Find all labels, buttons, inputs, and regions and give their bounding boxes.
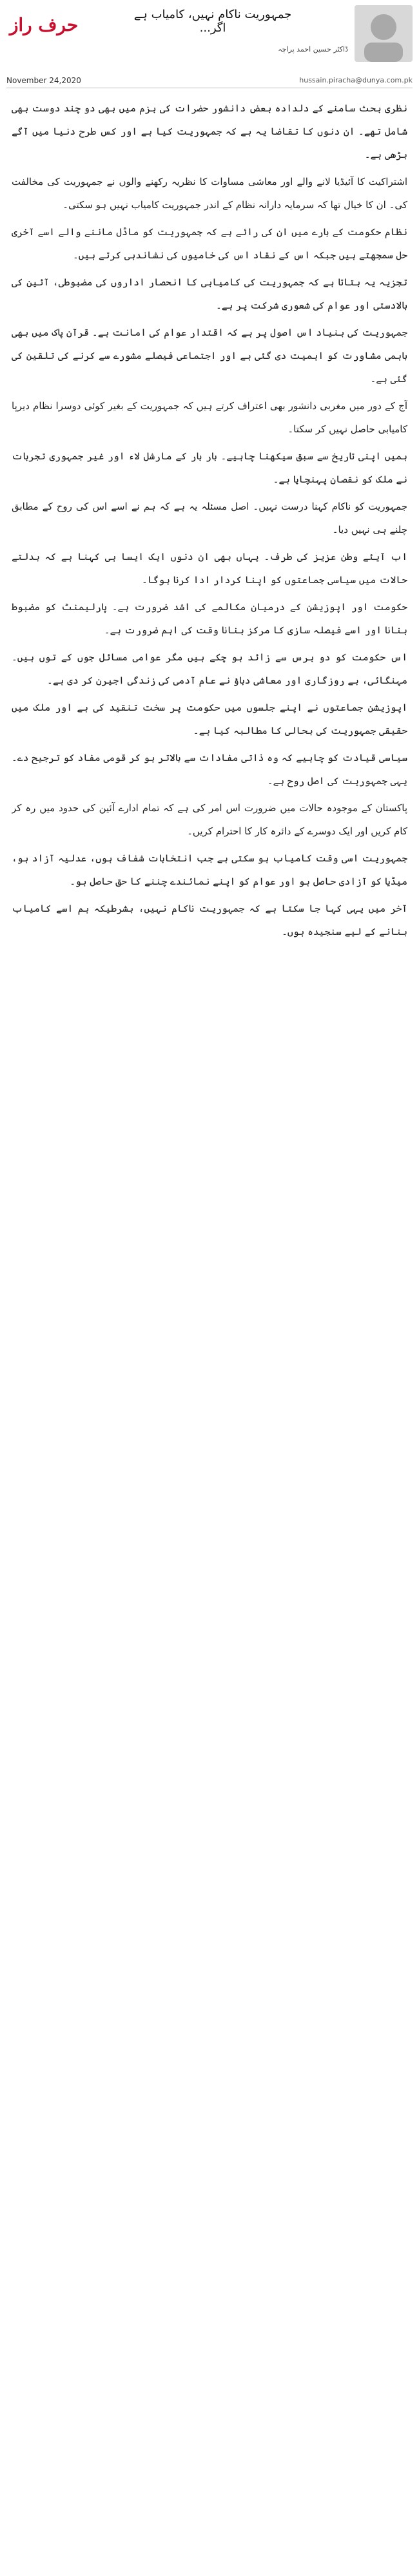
article-paragraph: اب آیئے وطن عزیز کی طرف۔ یہاں بھی ان دنوں ایک ایسا ہی کہنا ہے کہ بدلتے حالات میں سیاسی جماعتوں کو اپنا کردار ادا کرنا ہوگا۔ — [12, 551, 407, 586]
avatar-icon — [355, 5, 413, 62]
byline-row — [0, 76, 419, 86]
article-paragraph: اس حکومت کو دو برس سے زائد ہو چکے ہیں مگر عوامی مسائل جوں کے توں ہیں۔ مہنگائی، بے روزگاری اور معاشی دباؤ نے عام آدمی کی زندگی اجیرن کر دی ہے۔ — [12, 651, 407, 686]
article-paragraph: پاکستان کے موجودہ حالات میں ضرورت اس امر کی ہے کہ تمام ادارے آئین کی حدود میں رہ کر کام کریں اور ایک دوسرے کے دائرہ کار کا احترام کریں۔ — [12, 802, 407, 837]
author-email[interactable]: hussain.piracha@dunya.com.pk — [299, 76, 413, 84]
article-paragraph: ہمیں اپنی تاریخ سے سبق سیکھنا چاہیے۔ بار بار کے مارشل لاء اور غیر جمہوری تجربات نے ملک کو نقصان پہنچایا ہے۔ — [12, 450, 407, 485]
article-paragraph: سیاسی قیادت کو چاہیے کہ وہ ذاتی مفادات سے بالاتر ہو کر قومی مفاد کو ترجیح دے۔ یہی جمہوریت کی اصل روح ہے۔ — [12, 752, 407, 787]
author-photo — [355, 5, 413, 62]
article-paragraph: اشتراکیت کا آئیڈیا لانے والے اور معاشی مساوات کا نظریہ رکھنے والوں نے جمہوریت کی مخالفت کی۔ ان کا خیال تھا کہ سرمایہ دارانہ نظام کے اندر جمہوریت کامیاب نہیں ہو سکتی۔ — [12, 176, 407, 211]
article-paragraph: جمہوریت کو ناکام کہنا درست نہیں۔ اصل مسئلہ یہ ہے کہ ہم نے اسے اس کی روح کے مطابق چلنے ہی نہیں دیا۔ — [12, 501, 407, 535]
article-header — [0, 0, 419, 90]
article-paragraph: نظری بحث سامنے کے دلدادہ بعض دانشور حضرات کی بزم میں بھی دو چند دوست بھی شامل تھے۔ ان دنوں کا تقاضا یہ ہے کہ جمہوریت کیا ہے اور کس طرح دنیا میں آگے بڑھی ہے۔ — [12, 102, 407, 160]
article-paragraph: آج کے دور میں مغربی دانشور بھی اعتراف کرتے ہیں کہ جمہوریت کے بغیر کوئی دوسرا نظام دیرپا کامیابی حاصل نہیں کر سکتا۔ — [12, 400, 407, 435]
author-name: ڈاکٹر حسین احمد پراچہ — [278, 45, 348, 53]
article-paragraph: اپوزیشن جماعتوں نے اپنے جلسوں میں حکومت پر سخت تنقید کی ہے اور ملک میں حقیقی جمہوریت کی بحالی کا مطالبہ کیا ہے۔ — [12, 702, 407, 736]
article-paragraph: آخر میں یہی کہا جا سکتا ہے کہ جمہوریت ناکام نہیں، بشرطیکہ ہم اسے کامیاب بنانے کے لیے سنجیدہ ہوں۔ — [12, 903, 407, 937]
publish-date: November 24,2020 — [6, 76, 81, 85]
article-paragraph: تجزیہ یہ بتاتا ہے کہ جمہوریت کی کامیابی کا انحصار اداروں کی مضبوطی، آئین کی بالادستی اور عوام کی شعوری شرکت پر ہے۔ — [12, 276, 407, 311]
headline: جمہوریت ناکام نہیں، کامیاب ہے اگر... — [133, 8, 292, 35]
article-paragraph: نظام حکومت کے بارے میں ان کی رائے ہے کہ جمہوریت کو ماڈل ماننے والے اسے آخری حل سمجھتے ہیں جبکہ اس کے نقاد اس کی خامیوں کی نشاندہی کرتے ہیں۔ — [12, 226, 407, 261]
article-body — [12, 97, 407, 2564]
article-paragraph: حکومت اور اپوزیشن کے درمیان مکالمے کی اشد ضرورت ہے۔ پارلیمنٹ کو مضبوط بنانا اور اسے فیصلہ سازی کا مرکز بنانا وقت کی اہم ضرورت ہے۔ — [12, 601, 407, 636]
newspaper-logo — [5, 5, 83, 44]
svg-text:حرف راز: حرف راز — [9, 14, 79, 35]
article-paragraph: جمہوریت کی بنیاد اس اصول پر ہے کہ اقتدار عوام کی امانت ہے۔ قرآن پاک میں بھی باہمی مشاورت کو اہمیت دی گئی ہے اور اجتماعی فیصلے مشورے سے کرنے کی تلقین کی گئی ہے۔ — [12, 327, 407, 385]
article-paragraph: جمہوریت اسی وقت کامیاب ہو سکتی ہے جب انتخابات شفاف ہوں، عدلیہ آزاد ہو، میڈیا کو آزادی حاصل ہو اور عوام کو اپنے نمائندے چننے کا حق حاصل ہو۔ — [12, 852, 407, 887]
